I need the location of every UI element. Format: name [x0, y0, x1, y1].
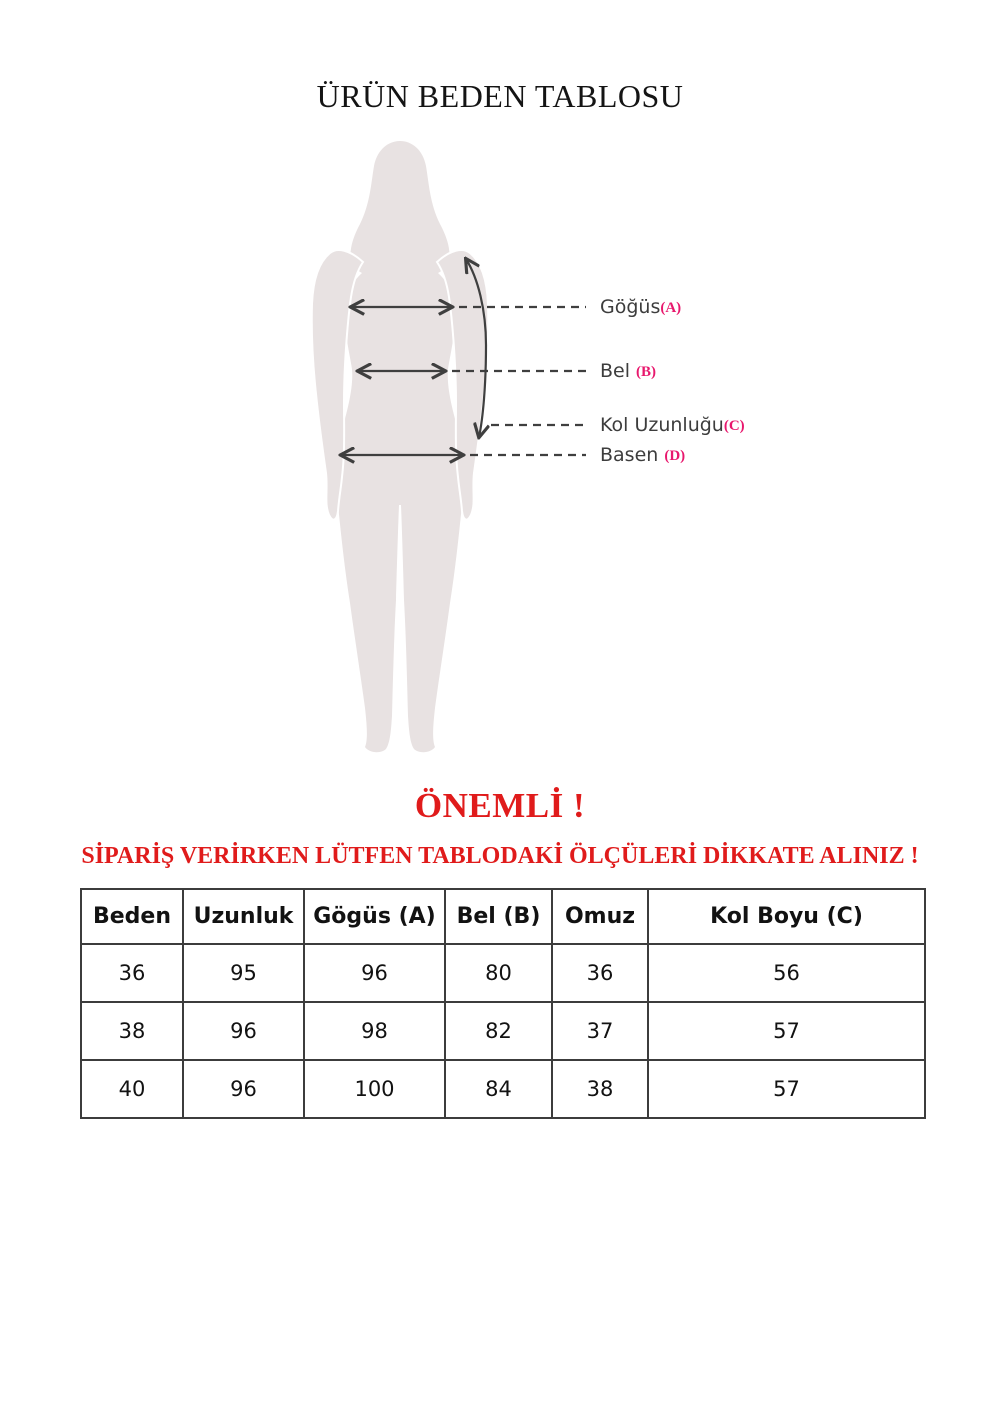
cell-waist: 82 — [445, 1002, 552, 1060]
size-table — [80, 888, 926, 1119]
cell-length: 96 — [183, 1060, 304, 1118]
measurement-label-arm-length — [600, 414, 745, 438]
col-header-shoulder: Omuz — [552, 889, 648, 944]
cell-chest: 98 — [304, 1002, 445, 1060]
measurement-label-hip-text: Basen — [600, 444, 665, 466]
important-heading: ÖNEMLİ ! — [414, 786, 586, 825]
measurement-letter-d: (D) — [664, 448, 686, 464]
cell-length: 95 — [183, 944, 304, 1002]
cell-shoulder: 37 — [552, 1002, 648, 1060]
cell-waist: 80 — [445, 944, 552, 1002]
measurement-label-hip — [600, 444, 685, 468]
col-header-arm-length: Kol Boyu (C) — [648, 889, 925, 944]
table-row — [81, 1060, 925, 1118]
table-row — [81, 1002, 925, 1060]
cell-size: 38 — [81, 1002, 183, 1060]
measurement-label-arm-length-text: Kol Uzunluğu — [600, 414, 724, 436]
cell-shoulder: 36 — [552, 944, 648, 1002]
cell-size: 40 — [81, 1060, 183, 1118]
measurement-label-waist — [600, 360, 656, 384]
measurement-label-chest-text: Göğüs — [600, 296, 661, 318]
page-title: ÜRÜN BEDEN TABLOSU — [316, 78, 684, 114]
measurement-letter-a: (A) — [660, 300, 682, 316]
cell-arm-length: 57 — [648, 1060, 925, 1118]
measurement-letter-c: (C) — [723, 418, 745, 434]
cell-arm-length: 57 — [648, 1002, 925, 1060]
cell-length: 96 — [183, 1002, 304, 1060]
measurement-label-waist-text: Bel — [600, 360, 637, 382]
cell-chest: 96 — [304, 944, 445, 1002]
table-row — [81, 944, 925, 1002]
col-header-waist: Bel (B) — [445, 889, 552, 944]
col-header-length: Uzunluk — [183, 889, 304, 944]
col-header-size: Beden — [81, 889, 183, 944]
col-header-chest: Gögüs (A) — [304, 889, 445, 944]
body-silhouette — [334, 141, 465, 752]
size-table-header-row — [81, 889, 925, 944]
cell-size: 36 — [81, 944, 183, 1002]
measurement-diagram — [0, 130, 1000, 775]
cell-chest: 100 — [304, 1060, 445, 1118]
cell-arm-length: 56 — [648, 944, 925, 1002]
cell-shoulder: 38 — [552, 1060, 648, 1118]
measurement-label-chest — [600, 296, 681, 320]
order-warning: SİPARİŞ VERİRKEN LÜTFEN TABLODAKİ ÖLÇÜLERİ DİKKATE ALINIZ ! — [81, 843, 919, 869]
measurement-letter-b: (B) — [636, 364, 657, 380]
cell-waist: 84 — [445, 1060, 552, 1118]
